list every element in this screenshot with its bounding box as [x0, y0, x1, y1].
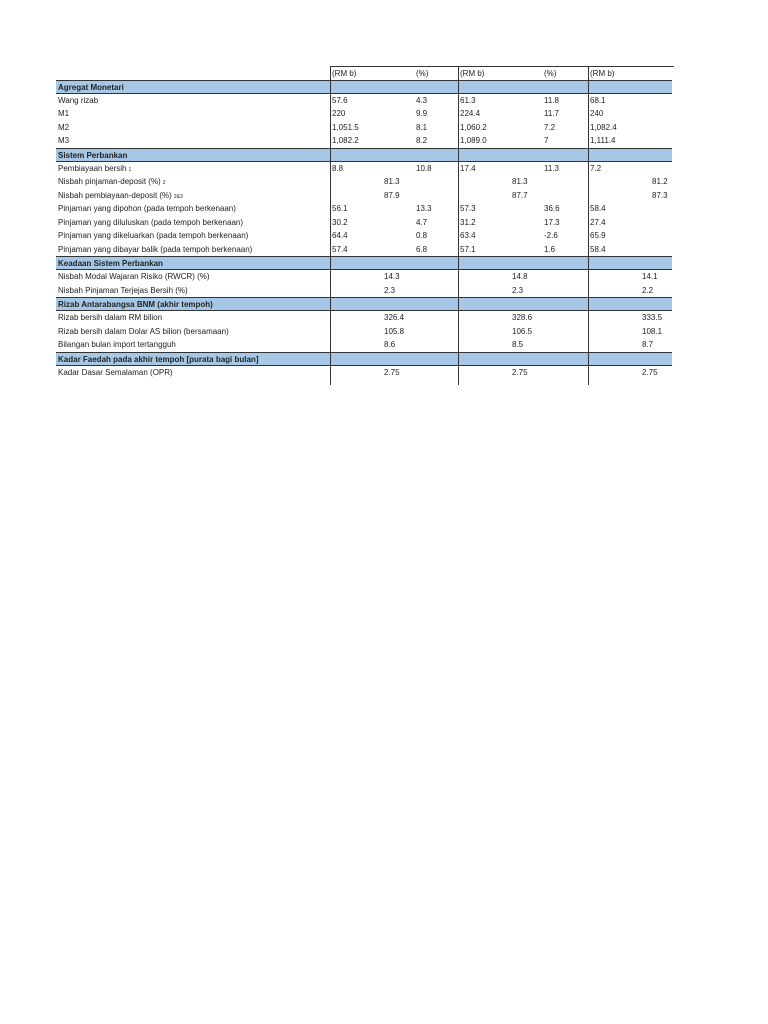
header-cell: (RM b)	[330, 66, 416, 81]
table-row	[56, 270, 672, 284]
value-cell: 240	[590, 109, 604, 118]
value-cell: 11.8	[544, 95, 559, 105]
value-cell: 1,089.0	[460, 136, 487, 145]
ratio-cell: 81.3	[512, 177, 528, 186]
row-label	[58, 284, 188, 298]
value-cell: 8.1	[416, 122, 428, 132]
value-cell: 4.7	[416, 217, 428, 227]
row-label	[58, 134, 69, 148]
row-label-text: Rizab bersih dalam RM bilion	[58, 313, 163, 322]
mid-cell: 14.8	[512, 272, 528, 281]
value-cell: -2.6	[544, 231, 558, 240]
row-label-text: Nisbah Pinjaman Terjejas Bersih (%)	[58, 285, 188, 295]
value-cell: 17.3	[544, 217, 560, 227]
table-row	[56, 284, 672, 298]
value-cell: 1.6	[544, 244, 556, 254]
value-cell: 36.6	[544, 204, 560, 213]
value-cell: 65.9	[590, 231, 606, 240]
value-cell: 11.3	[544, 163, 559, 173]
mid-cell: 2.3	[384, 285, 396, 295]
section-header: Keadaan Sistem Perbankan	[56, 256, 672, 270]
row-label-text: Kadar Dasar Semalaman (OPR)	[58, 367, 173, 377]
value-cell: 57.3	[460, 204, 476, 213]
ratio-cell: 81.3	[384, 177, 400, 186]
row-label	[58, 270, 210, 284]
mid-cell: 105.8	[384, 326, 405, 336]
value-cell: 57.4	[332, 244, 348, 254]
mid-cell: 2.75	[512, 367, 528, 377]
table-row	[56, 229, 672, 243]
mid-cell: 14.1	[642, 272, 658, 281]
value-cell: 68.1	[590, 95, 606, 105]
value-cell: 17.4	[460, 163, 476, 173]
section-header: Sistem Perbankan	[56, 148, 672, 162]
value-cell: 7.2	[544, 122, 556, 132]
mid-cell: 106.5	[512, 326, 533, 336]
value-cell: 61.3	[460, 95, 476, 105]
column-border	[588, 66, 589, 385]
row-label	[58, 366, 173, 380]
mid-cell: 2.3	[512, 285, 524, 295]
table-row	[56, 121, 672, 135]
table-row	[56, 175, 672, 189]
row-label-text: Pinjaman yang dipohon (pada tempoh berkenaan)	[58, 204, 236, 213]
header-cell: (%)	[414, 66, 460, 81]
value-cell: 7	[544, 136, 549, 145]
row-label	[58, 325, 229, 339]
column-border	[330, 66, 331, 385]
value-cell: 27.4	[590, 217, 606, 227]
value-cell: 1,051.5	[332, 122, 359, 132]
ratio-cell: 87.3	[652, 190, 668, 200]
mid-cell: 14.3	[384, 272, 400, 281]
row-label-text: Nisbah Modal Wajaran Risiko (RWCR) (%)	[58, 272, 210, 281]
footnote-marker: 2&3	[173, 193, 183, 200]
value-cell: 64.4	[332, 231, 348, 240]
mid-cell: 8.5	[512, 340, 524, 349]
value-cell: 220	[332, 109, 346, 118]
footnote-marker: 2	[162, 180, 166, 186]
monetary-table	[56, 66, 672, 379]
header-cell: (RM b)	[588, 66, 674, 81]
row-label-text: Rizab bersih dalam Dolar AS bilion (bersamaan)	[58, 326, 229, 336]
table-row	[56, 243, 672, 257]
mid-cell: 8.6	[384, 340, 396, 349]
value-cell: 7.2	[590, 163, 602, 173]
section-header: Rizab Antarabangsa BNM (akhir tempoh)	[56, 297, 672, 311]
value-cell: 6.8	[416, 244, 428, 254]
value-cell: 31.2	[460, 217, 476, 227]
value-cell: 8.2	[416, 136, 428, 145]
section-header: Agregat Monetari	[56, 80, 672, 94]
table-row	[56, 216, 672, 230]
row-label	[58, 107, 69, 121]
row-label	[58, 243, 252, 257]
row-label-text: M2	[58, 122, 70, 132]
value-cell: 224.4	[460, 109, 481, 118]
row-label	[58, 202, 236, 216]
row-label	[58, 94, 98, 108]
row-label-text: M1	[58, 109, 70, 118]
value-cell: 57.6	[332, 95, 348, 105]
column-border	[458, 66, 459, 385]
table-row	[56, 338, 672, 352]
header-row	[56, 66, 672, 80]
row-label-text: Nisbah pembiayaan-deposit (%)	[58, 190, 172, 200]
mid-cell: 326.4	[384, 313, 405, 322]
row-label	[58, 338, 176, 352]
ratio-cell: 81.2	[652, 177, 668, 186]
value-cell: 56.1	[332, 204, 348, 213]
row-label	[58, 229, 248, 243]
value-cell: 4.3	[416, 95, 428, 105]
row-label-text: Pembiayaan bersih	[58, 163, 127, 173]
header-rule	[330, 66, 672, 67]
row-label-text: Bilangan bulan import tertangguh	[58, 340, 176, 349]
section-header: Kadar Faedah pada akhir tempoh [purata bagi bulan]	[56, 352, 672, 366]
table-row	[56, 325, 672, 339]
value-cell: 8.8	[332, 163, 344, 173]
mid-cell: 108.1	[642, 326, 663, 336]
value-cell: 11.7	[544, 109, 559, 118]
table-row	[56, 134, 672, 148]
mid-cell: 328.6	[512, 313, 533, 322]
mid-cell: 2.2	[642, 285, 654, 295]
row-label	[58, 121, 69, 135]
header-cell: (RM b)	[458, 66, 544, 81]
table-row	[56, 162, 672, 176]
value-cell: 13.3	[416, 204, 432, 213]
value-cell: 9.9	[416, 109, 428, 118]
mid-cell: 333.5	[642, 313, 663, 322]
value-cell: 1,060.2	[460, 122, 487, 132]
mid-cell: 8.7	[642, 340, 654, 349]
header-cell: (%)	[542, 66, 588, 81]
table-row	[56, 107, 672, 121]
value-cell: 1,082.4	[590, 122, 617, 132]
mid-cell: 2.75	[384, 367, 400, 377]
mid-cell: 2.75	[642, 367, 658, 377]
value-cell: 10.8	[416, 163, 432, 173]
value-cell: 0.8	[416, 231, 428, 240]
row-label-text: M3	[58, 136, 70, 145]
row-label-text: Wang rizab	[58, 95, 99, 105]
value-cell: 1,111.4	[590, 136, 616, 145]
value-cell: 30.2	[332, 217, 348, 227]
table-row	[56, 189, 672, 203]
row-label-text: Pinjaman yang dikeluarkan (pada tempoh berkenaan)	[58, 231, 249, 240]
row-label-text: Nisbah pinjaman-deposit (%)	[58, 177, 161, 186]
ratio-cell: 87.9	[384, 190, 400, 200]
table-row	[56, 94, 672, 108]
row-label	[58, 216, 243, 230]
row-label-text: Pinjaman yang diluluskan (pada tempoh berkenaan)	[58, 217, 244, 227]
table-row	[56, 202, 672, 216]
ratio-cell: 87.7	[512, 190, 528, 200]
value-cell: 58.4	[590, 204, 606, 213]
value-cell: 63.4	[460, 231, 476, 240]
row-label	[58, 311, 162, 325]
table-row	[56, 366, 672, 380]
table-row	[56, 311, 672, 325]
value-cell: 1,082.2	[332, 136, 359, 145]
value-cell: 58.4	[590, 244, 606, 254]
row-label-text: Pinjaman yang dibayar balik (pada tempoh berkenaan)	[58, 244, 253, 254]
value-cell: 57.1	[460, 244, 476, 254]
footnote-marker: 1	[128, 166, 132, 173]
